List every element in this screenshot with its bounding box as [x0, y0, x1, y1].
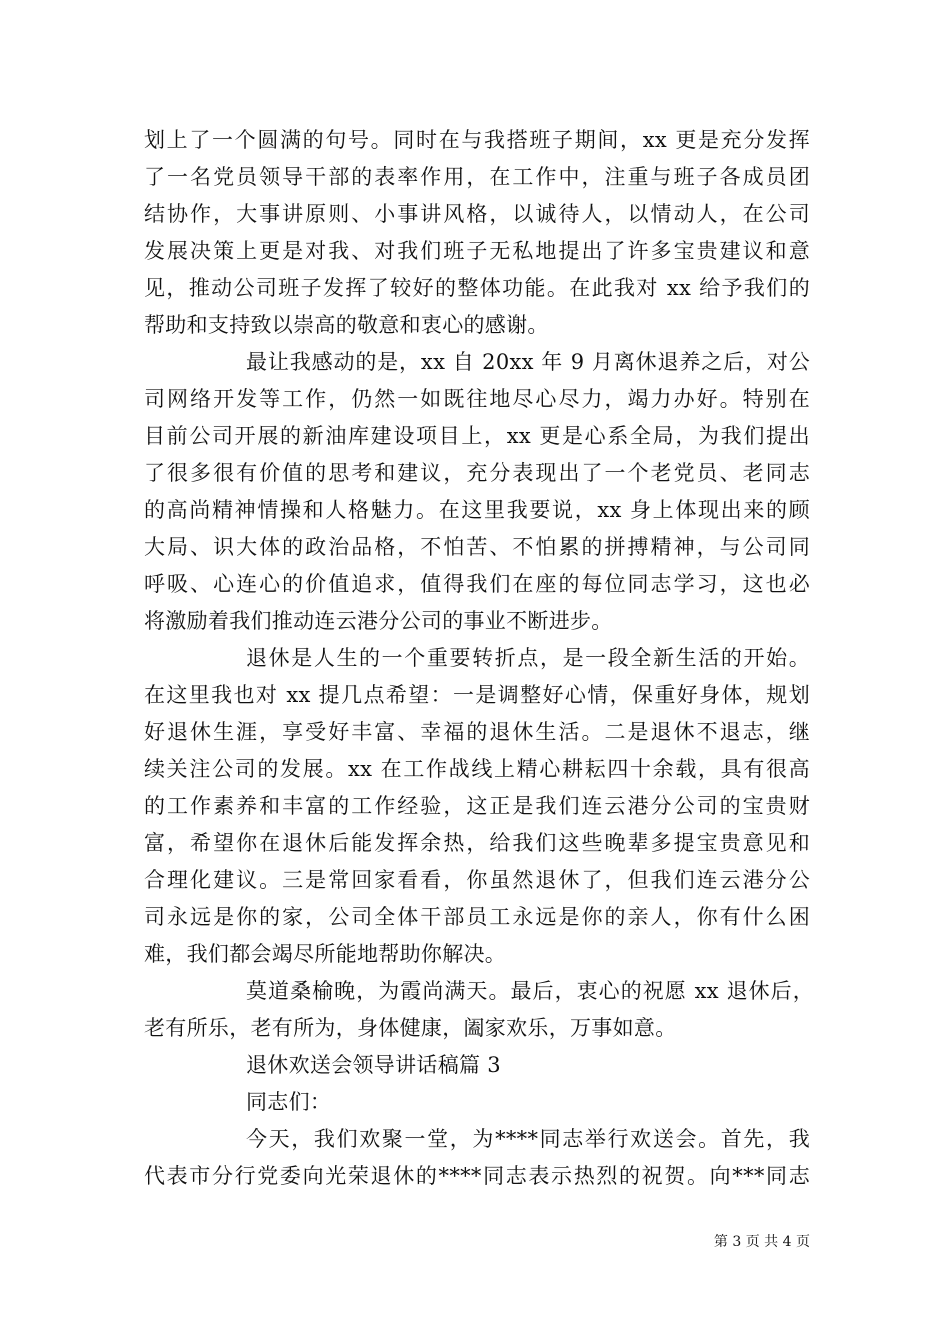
text-line: 划上了一个圆满的句号。同时在与我搭班子期间，xx 更是充分发挥 — [144, 128, 810, 152]
paragraph-first-line: 退休是人生的一个重要转折点，是一段全新生活的开始。 — [246, 646, 810, 670]
text-line: 的工作素养和丰富的工作经验，这正是我们连云港分公司的宝贵财 — [144, 794, 810, 818]
text-line: 司永远是你的家，公司全体干部员工永远是你的亲人，你有什么困 — [144, 905, 810, 929]
paragraph-first-line: 莫道桑榆晚，为霞尚满天。最后，衷心的祝愿 xx 退休后， — [246, 979, 814, 1003]
text-line: 续关注公司的发展。xx 在工作战线上精心耕耘四十余载，具有很高 — [144, 757, 810, 781]
text-line: 难，我们都会竭尽所能地帮助你解决。 — [144, 942, 507, 966]
text-line: 富，希望你在退休后能发挥余热，给我们这些晚辈多提宝贵意见和 — [144, 831, 810, 855]
text-line: 帮助和支持致以崇高的敬意和衷心的感谢。 — [144, 313, 549, 337]
text-line: 好退休生涯，享受好丰富、幸福的退休生活。二是退休不退志，继 — [144, 720, 810, 744]
text-line: 大局、识大体的政治品格，不怕苦、不怕累的拼搏精神，与公司同 — [144, 535, 810, 559]
text-line: 见，推动公司班子发挥了较好的整体功能。在此我对 xx 给予我们的 — [144, 276, 810, 300]
text-line: 老有所乐，老有所为，身体健康，阖家欢乐，万事如意。 — [144, 1016, 677, 1040]
text-line: 将激励着我们推动连云港分公司的事业不断进步。 — [144, 609, 613, 633]
text-line: 了一名党员领导干部的表率作用，在工作中，注重与班子各成员团 — [144, 165, 810, 189]
text-line: 在这里我也对 xx 提几点希望：一是调整好心情，保重好身体，规划 — [144, 683, 810, 707]
text-line: 代表市分行党委向光荣退休的****同志表示热烈的祝贺。向***同志 — [144, 1164, 810, 1188]
text-line: 结协作，大事讲原则、小事讲风格，以诚待人，以情动人，在公司 — [144, 202, 810, 226]
salutation: 同志们： — [246, 1090, 332, 1114]
paragraph-first-line: 今天，我们欢聚一堂，为****同志举行欢送会。首先，我 — [246, 1127, 810, 1151]
text-line: 目前公司开展的新油库建设项目上，xx 更是心系全局，为我们提出 — [144, 424, 810, 448]
text-line: 呼吸、心连心的价值追求，值得我们在座的每位同志学习，这也必 — [144, 572, 810, 596]
text-line: 司网络开发等工作，仍然一如既往地尽心尽力，竭力办好。特别在 — [144, 387, 810, 411]
text-line: 了很多很有价值的思考和建议，充分表现出了一个老党员、老同志 — [144, 461, 810, 485]
text-line: 合理化建议。三是常回家看看，你虽然退休了，但我们连云港分公 — [144, 868, 810, 892]
paragraph-first-line: 最让我感动的是，xx 自 20xx 年 9 月离休退养之后，对公 — [246, 350, 810, 374]
section-heading: 退休欢送会领导讲话稿篇 3 — [246, 1053, 501, 1077]
text-line: 发展决策上更是对我、对我们班子无私地提出了许多宝贵建议和意 — [144, 239, 810, 263]
page-footer: 第 3 页 共 4 页 — [713, 1234, 810, 1250]
text-line: 的高尚精神情操和人格魅力。在这里我要说，xx 身上体现出来的顾 — [144, 498, 810, 522]
